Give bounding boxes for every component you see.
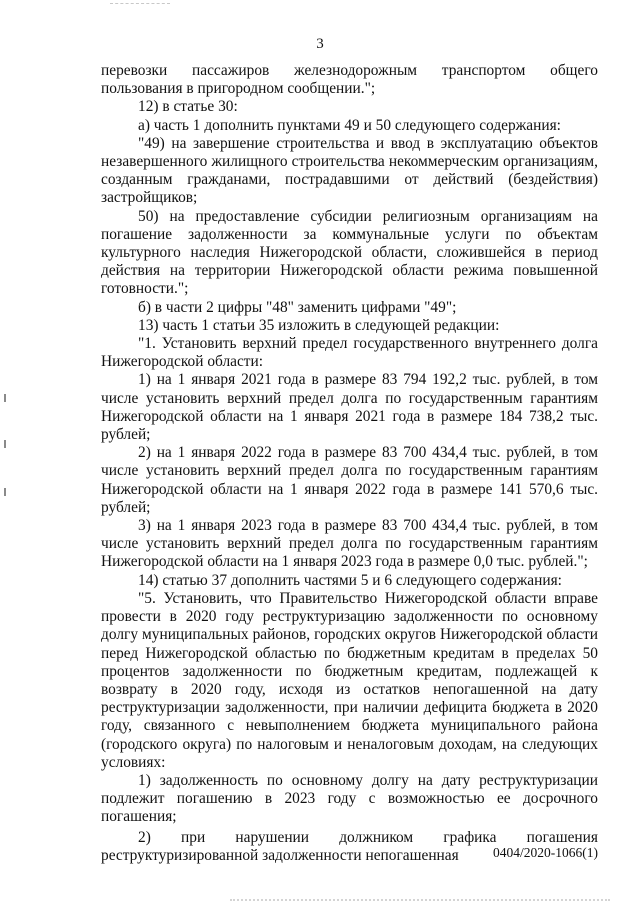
paragraph: а) часть 1 дополнить пунктами 49 и 50 следующего содержания:	[138, 116, 561, 134]
paragraph: 1) на 1 января 2021 года в размере 83 794 192,2 тыс. рублей, в том числе установить верхний предел долга по государственным гарантиям Нижегородской области на 1 января 2021 года в размере 184 738,2 тыс. рублей;	[101, 371, 598, 444]
paragraph: "1. Установить верхний предел государственного внутреннего долга Нижегородской области:	[101, 335, 598, 371]
document-body	[101, 62, 598, 865]
page-number: 3	[316, 36, 324, 52]
paragraph: 12) в статье 30:	[138, 98, 238, 116]
margin-mark	[4, 440, 6, 448]
paragraph: 14) статью 37 дополнить частями 5 и 6 следующего содержания:	[138, 571, 562, 589]
paragraph: перевозки пассажиров железнодорожным транспортом общего пользования в пригородном сообщении.";	[101, 62, 598, 98]
scan-artifact-top	[110, 0, 170, 4]
paragraph: б) в части 2 цифры "48" заменить цифрами "49";	[138, 298, 457, 316]
document-code: 0404/2020-1066(1)	[493, 845, 598, 860]
paragraph: 3) на 1 января 2023 года в размере 83 700 434,4 тыс. рублей, в том числе установить верхний предел долга по государственным гарантиям Нижегородской области на 1 января 2023 года в размере 0,0 тыс. рублей.";	[101, 517, 598, 571]
paragraph: 13) часть 1 статьи 35 изложить в следующей редакции:	[138, 316, 500, 334]
margin-mark	[4, 394, 6, 402]
paragraph: 2) при нарушении должником графика погашения реструктуризированной задолженности непогашенная	[101, 828, 598, 864]
paragraph: 50) на предоставление субсидии религиозным организациям на погашение задолженности за коммунальные услуги по объектам культурного наследия Нижегородской области, сложившейся в период действия на территории Нижегородской области режима повышенной готовности.";	[101, 207, 598, 298]
margin-mark	[4, 488, 6, 496]
paragraph: 2) на 1 января 2022 года в размере 83 700 434,4 тыс. рублей, в том числе установить верхний предел долга по государственным гарантиям Нижегородской области на 1 января 2022 года в размере 141 570,6 тыс. рублей;	[101, 444, 598, 516]
paragraph: "49) на завершение строительства и ввод в эксплуатацию объектов незавершенного жилищного строительства некоммерческим организациям, созданным гражданами, пострадавшими от действий (бездействия) застройщиков;	[101, 134, 598, 207]
scan-artifact-bottom	[230, 899, 610, 903]
paragraph: "5. Установить, что Правительство Нижегородской области вправе провести в 2020 году реструктуризацию задолженности по основному долгу муниципальных районов, городских округов Нижегородской области перед Нижегородской областью по бюджетным кредитам в пределах 50 процентов задолженности по бюджетным кредитам, подлежащей к возврату в 2020 году, исходя из остатков непогашенной на дату реструктуризации задолженности, при наличии дефицита бюджета в 2020 году, связанного с невыполнением бюджета муниципального района (городского округа) по налоговым и неналоговым доходам, на следующих условиях:	[101, 589, 598, 771]
paragraph: 1) задолженность по основному долгу на дату реструктуризации подлежит погашению в 2023 году с возможностью ее досрочного погашения;	[101, 771, 598, 826]
